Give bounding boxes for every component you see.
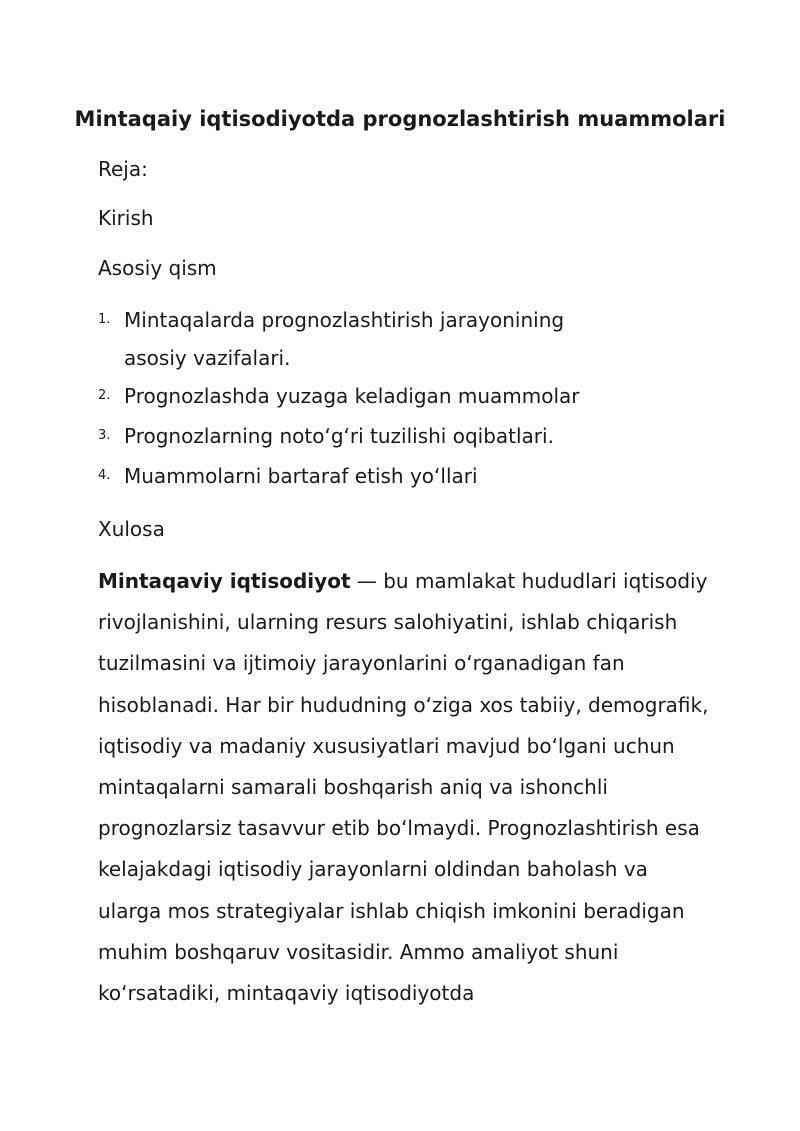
plan-item-number: 3. xyxy=(98,428,111,443)
plan-item-number: 4. xyxy=(98,468,111,483)
plan-list xyxy=(98,301,604,495)
plan-item xyxy=(98,377,604,415)
plan-item-text: Mintaqalarda prognozlashtirish jarayonining asosiy vazifalari. xyxy=(124,308,565,370)
body-paragraph xyxy=(98,561,713,1014)
plan-item-text: Muammolarni bartaraf etish yo‘llari xyxy=(124,464,478,488)
plan-item xyxy=(98,417,604,455)
plan-item-number: 1. xyxy=(98,312,111,327)
conclusion-heading: Xulosa xyxy=(98,517,165,541)
plan-item-number: 2. xyxy=(98,388,111,403)
plan-item xyxy=(98,301,604,377)
plan-item xyxy=(98,457,604,495)
plan-item-text: Prognozlarning noto‘g‘ri tuzilishi oqibatlari. xyxy=(124,424,554,448)
plan-item-text: Prognozlashda yuzaga keladigan muammolar xyxy=(124,384,580,408)
plan-heading: Reja: xyxy=(98,157,148,181)
intro-heading: Kirish xyxy=(98,206,154,230)
body-term: Mintaqaviy iqtisodiyot xyxy=(98,569,351,593)
main-part-heading: Asosiy qism xyxy=(98,256,217,280)
body-text: — bu mamlakat hududlari iqtisodiy rivojlanishini, ularning resurs salohiyatini, ishlab chiqarish tuzilmasini va ijtimoiy jarayonlarini o‘rganadigan fan hisoblanadi. Har bir hududning o‘ziga xos tabiiy, demografik, iqtisodiy va madaniy xususiyatlari mavjud bo‘lgani uchun mintaqalarni samarali boshqarish aniq va ishonchli prognozlarsiz tasavvur etib bo‘lmaydi. Prognozlashtirish esa kelajakdagi iqtisodiy jarayonlarni oldindan baholash va ularga mos strategiyalar ishlab chiqish imkonini beradigan muhim boshqaruv vositasidir. Ammo amaliyot shuni ko‘rsatadiki, mintaqaviy iqtisodiyotda xyxy=(98,569,709,1006)
document-title: Mintaqaiy iqtisodiyotda prognozlashtirish muammolari xyxy=(74,107,726,131)
